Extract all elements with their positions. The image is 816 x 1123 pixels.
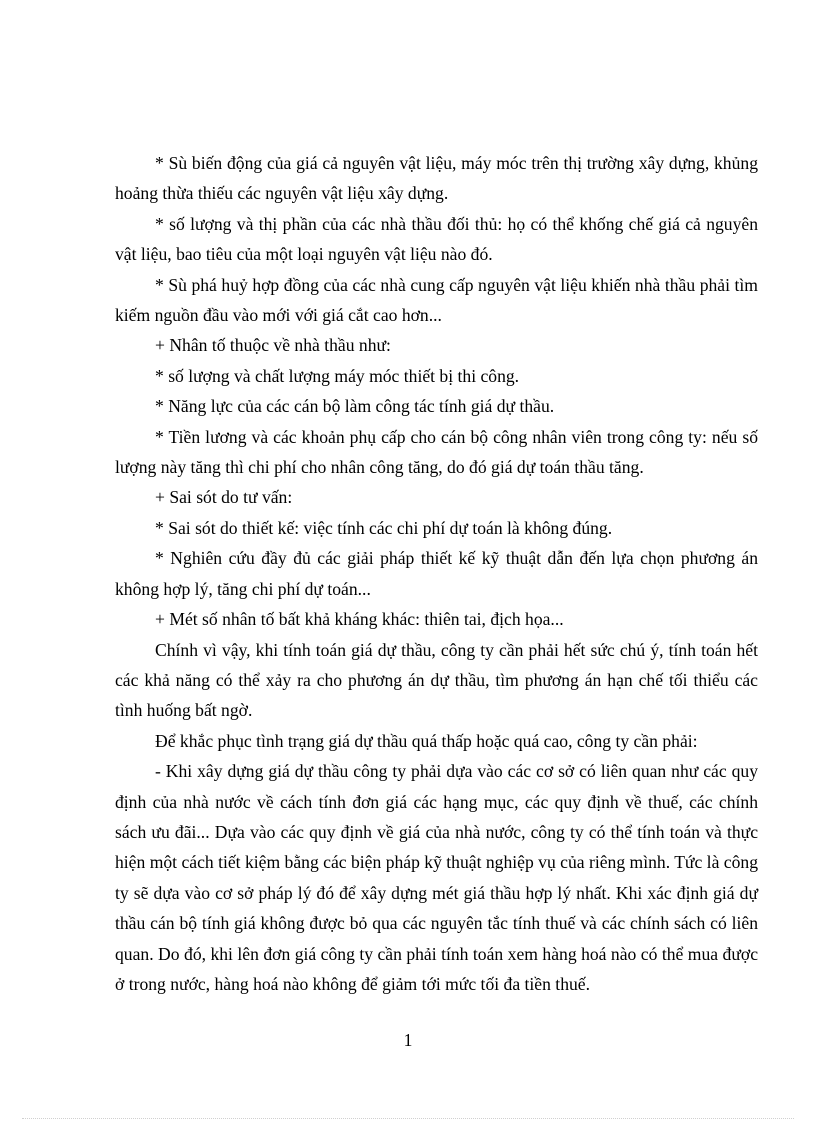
paragraph-remedy-intro: Để khắc phục tình trạng giá dự thầu quá thấp hoặc quá cao, công ty cần phải: [155, 730, 698, 751]
paragraph-consulting-errors-heading: + Sai sót do tư vấn: [155, 487, 293, 508]
paragraph-price-fluctuation: * Sù biến động của giá cả nguyên vật liệu, máy móc trên thị trường xây dựng, khủng hoảng thừa thiếu các nguyên vật liệu xây dựng. [115, 153, 758, 204]
paragraph-design-errors: * Sai sót do thiết kế: việc tính các chi phí dự toán là không đúng. [155, 517, 613, 538]
paragraph-technical-research: * Nghiên cứu đầy đủ các giải pháp thiết kế kỹ thuật dẫn đến lựa chọn phương án không hợp lý, tăng chi phí dự toán... [115, 548, 758, 599]
paragraph-supplier-breach: * Sù phá huỷ hợp đồng của các nhà cung cấp nguyên vật liệu khiến nhà thầu phải tìm kiếm nguồn đầu vào mới với giá cắt cao hơn... [115, 274, 758, 326]
page-bottom-divider [22, 1118, 794, 1119]
paragraph-staff-capacity: * Năng lực của các cán bộ làm công tác tính giá dự thầu. [155, 396, 555, 417]
paragraph-force-majeure: + Mét số nhân tố bất khả kháng khác: thiên tai, địch họa... [155, 609, 564, 630]
page-number: 1 [403, 1030, 413, 1050]
document-body [115, 148, 758, 999]
paragraph-equipment-quality: * số lượng và chất lượng máy móc thiết bị thi công. [155, 365, 520, 386]
paragraph-salary-allowance: * Tiền lương và các khoản phụ cấp cho cán bộ công nhân viên trong công ty: nếu số lượng này tăng thì chi phí cho nhân công tăng, do đó giá dự toán thầu tăng. [115, 426, 758, 478]
paragraph-competitor-share: * số lượng và thị phần của các nhà thầu đối thủ: họ có thể khống chế giá cả nguyên vật liệu, bao tiêu của một loại nguyên vật liệu nào đó. [115, 213, 758, 265]
paragraph-contractor-factors-heading: + Nhân tố thuộc về nhà thầu như: [155, 335, 391, 356]
paragraph-conclusion: Chính vì vậy, khi tính toán giá dự thầu, công ty cần phải hết sức chú ý, tính toán hết các khả năng có thể xảy ra cho phương án dự thầu, tìm phương án hạn chế tối thiểu các tình huống bất ngờ. [115, 639, 758, 721]
paragraph-remedy-detail: - Khi xây dựng giá dự thầu công ty phải dựa vào các cơ sở có liên quan như các quy định của nhà nước về cách tính đơn giá các hạng mục, các quy định về thuế, các chính sách ưu đãi... Dựa vào các quy định về giá của nhà nước, công ty có thể tính toán và thực hiện một cách tiết kiệm bằng các biện pháp kỹ thuật nghiệp vụ của riêng mình. Tức là công ty sẽ dựa vào cơ sở pháp lý đó để xây dựng mét giá thầu hợp lý nhất. Khi xác định giá dự thầu cán bộ tính giá không được bỏ qua các nguyên tắc tính thuế và các chính sách có liên quan. Do đó, khi lên đơn giá công ty cần phải tính toán xem hàng hoá nào có thể mua được ở trong nước, hàng hoá nào không để giảm tới mức tối đa tiền thuế. [115, 761, 758, 994]
